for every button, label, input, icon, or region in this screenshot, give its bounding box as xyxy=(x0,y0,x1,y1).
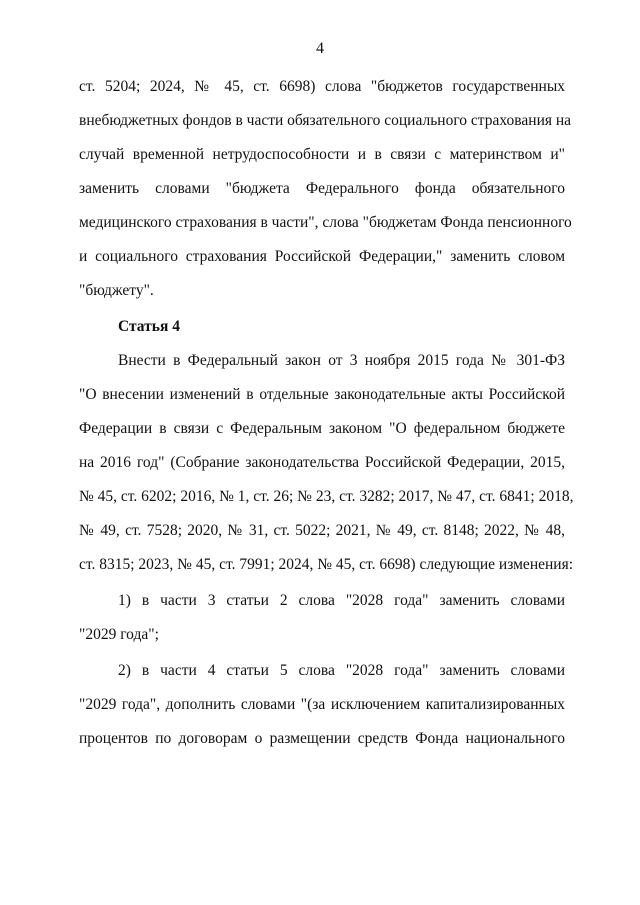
text-line: ст. 8315; 2023, № 45, ст. 7991; 2024, № 45, ст. 6698) следующие изменения: xyxy=(79,556,574,573)
text-line: "О внесении изменений в отдельные законодательные акты Российской xyxy=(79,386,565,403)
text-line: ст. 5204; 2024, № 45, ст. 6698) слова "бюджетов государственных xyxy=(79,78,565,95)
text-line: на 2016 год" (Собрание законодательства Российской Федерации, 2015, xyxy=(79,454,565,471)
text-line: "2029 года"; xyxy=(79,626,159,643)
list-item-2: 2) в части 4 статьи 5 слова "2028 года" заменить словами xyxy=(118,662,565,679)
text-line: Внести в Федеральный закон от 3 ноября 2015 года № 301-ФЗ xyxy=(118,352,565,369)
text-line: случай временной нетрудоспособности и в связи с материнством и" xyxy=(79,146,565,163)
text-line: медицинского страхования в части", слова "бюджетам Фонда пенсионного xyxy=(79,214,572,231)
text-line: № 49, ст. 7528; 2020, № 31, ст. 5022; 2021, № 49, ст. 8148; 2022, № 48, xyxy=(79,522,565,539)
text-line: заменить словами "бюджета Федерального фонда обязательного xyxy=(79,180,565,197)
text-line: "2029 года", дополнить словами "(за исключением капитализированных xyxy=(79,696,565,713)
list-item-1: 1) в части 3 статьи 2 слова "2028 года" заменить словами xyxy=(118,592,565,609)
text-line: Федерации в связи с Федеральным законом "О федеральном бюджете xyxy=(79,420,565,437)
text-line: "бюджету". xyxy=(79,282,154,299)
article-heading: Статья 4 xyxy=(118,318,180,335)
text-line: процентов по договорам о размещении средств Фонда национального xyxy=(79,730,565,747)
text-line: и социального страхования Российской Федерации," заменить словом xyxy=(79,248,565,265)
text-line: № 45, ст. 6202; 2016, № 1, ст. 26; № 23, ст. 3282; 2017, № 47, ст. 6841; 2018, xyxy=(79,488,574,505)
text-line: внебюджетных фондов в части обязательного социального страхования на xyxy=(79,112,572,129)
page-number: 4 xyxy=(316,40,324,57)
